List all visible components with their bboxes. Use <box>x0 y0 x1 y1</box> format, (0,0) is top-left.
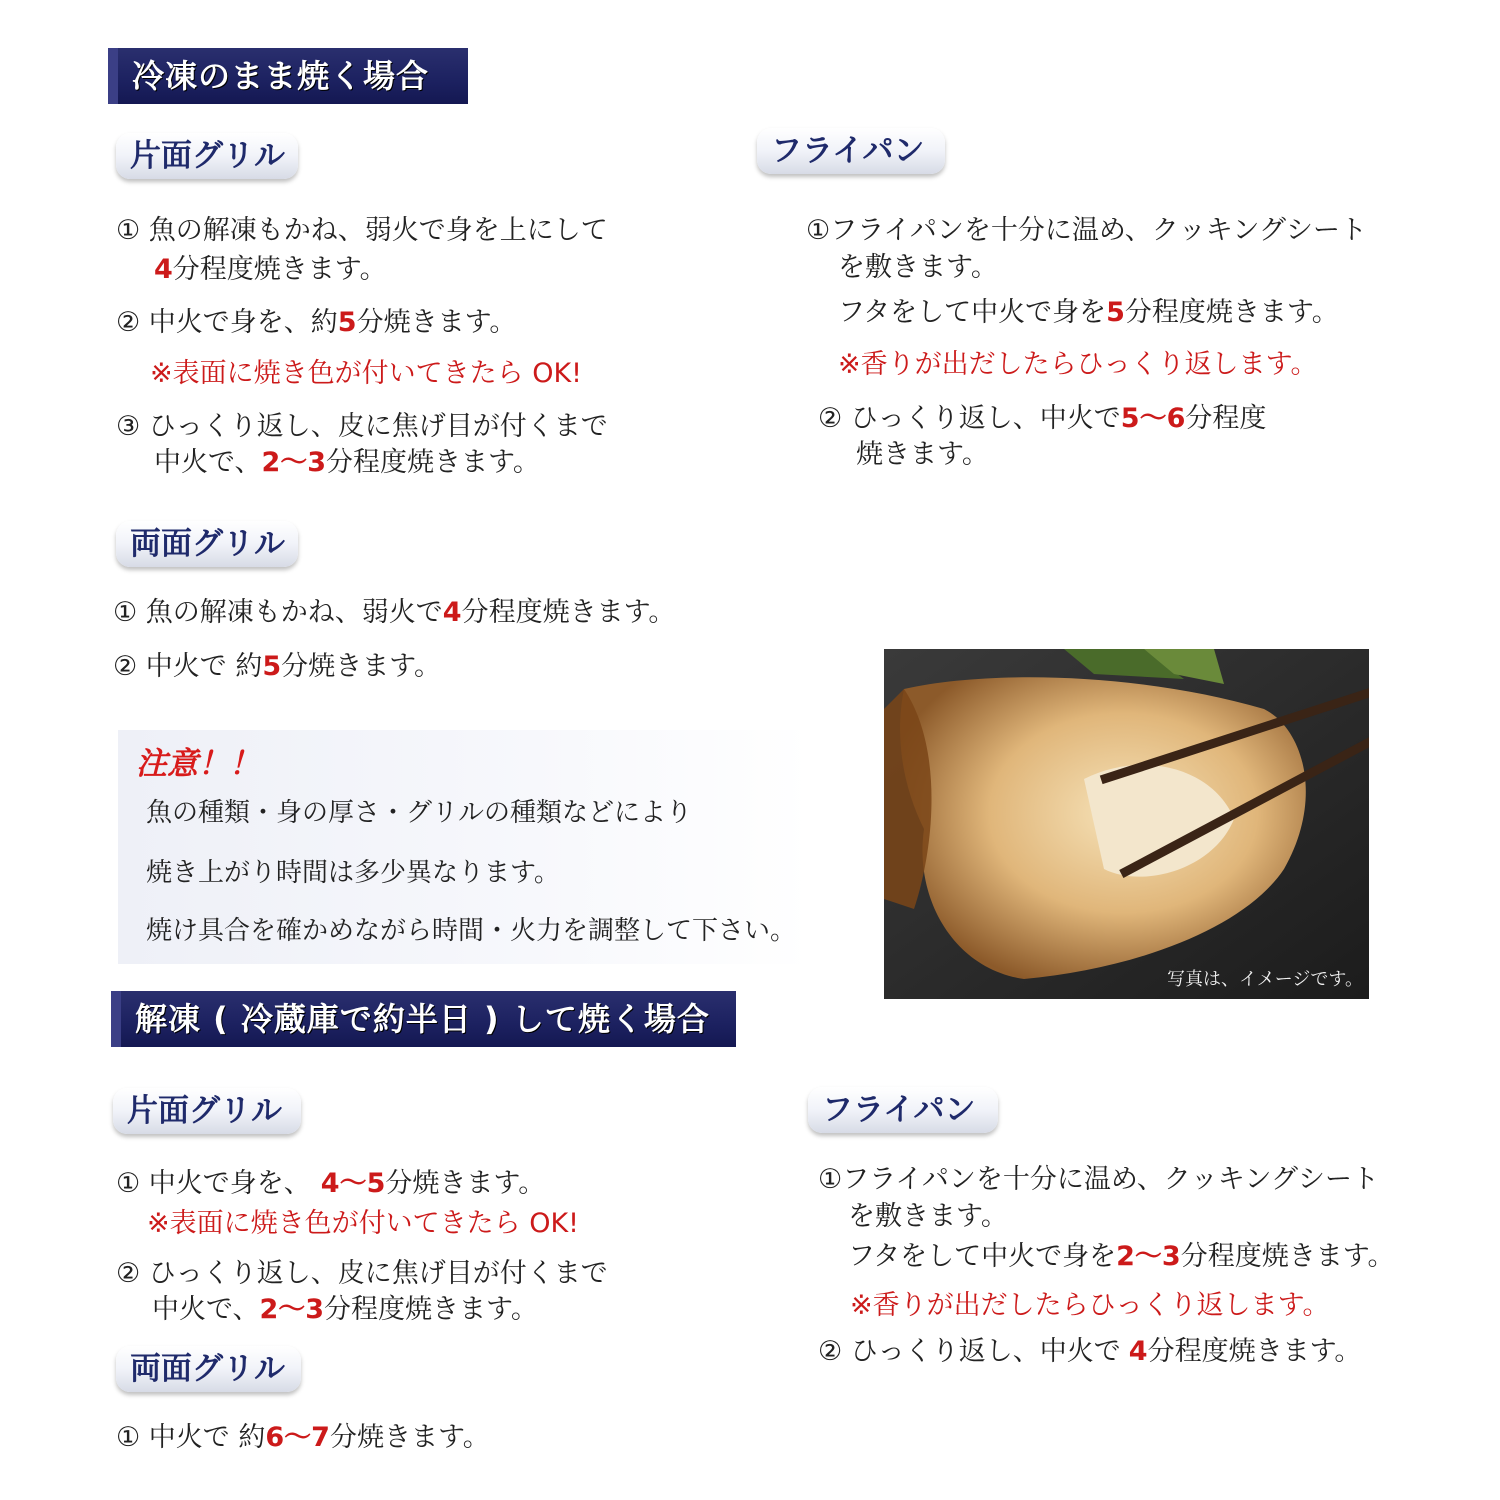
time-value: 2～3 <box>261 447 327 478</box>
time-value: 4～5 <box>320 1168 386 1199</box>
time-value: 6～7 <box>265 1422 330 1453</box>
time-value: 4 <box>442 597 462 628</box>
time-value: 4 <box>1128 1336 1148 1367</box>
grilled-fish-image <box>884 649 1369 999</box>
step-text: ② 中火で 約 <box>113 651 263 682</box>
s2-single-grill-step2b <box>152 1293 538 1327</box>
step-text: 分程度焼きます。 <box>324 1294 538 1325</box>
s2-frypan-step1a: ①フライパンを十分に温め、クッキングシート <box>818 1164 1379 1195</box>
s1-single-grill-note: ※表面に焼き色が付いてきたら OK! <box>150 358 582 389</box>
step-text: 分程度焼きます。 <box>1124 297 1339 328</box>
step-text: 分焼きます。 <box>385 1168 546 1199</box>
s1-frypan-note: ※香りが出だしたらひっくり返します。 <box>838 349 1318 380</box>
step-text: ① 魚の解凍もかね、弱火で <box>113 597 443 628</box>
s1-single-grill-step3b <box>154 446 540 480</box>
s1-double-grill-label: 両面グリル <box>116 521 298 567</box>
s1-double-grill-step2 <box>113 650 441 684</box>
notice-line-1: 魚の種類・身の厚さ・グリルの種類などにより <box>146 798 693 828</box>
step-text: 分程度焼きます。 <box>461 597 676 628</box>
time-value: 5 <box>1106 297 1125 328</box>
grilled-fish-photo <box>884 649 1369 999</box>
notice-line-2: 焼き上がり時間は多少異なります。 <box>146 858 560 888</box>
step-text: 分程度焼きます。 <box>1180 1241 1395 1272</box>
step-text: ② 中火で身を、約 <box>116 307 338 338</box>
step-text: フタをして中火で身を <box>838 297 1107 328</box>
time-value: 5～6 <box>1120 403 1186 434</box>
step-text: 分程度焼きます。 <box>326 447 540 478</box>
s1-single-grill-step1b <box>154 253 387 287</box>
s2-single-grill-note: ※表面に焼き色が付いてきたら OK! <box>147 1208 579 1239</box>
step-text: 分程度 <box>1185 403 1267 434</box>
notice-title: 注意！！ <box>136 746 260 782</box>
s2-double-grill-label: 両面グリル <box>116 1346 301 1392</box>
s1-frypan-step1a: ①フライパンを十分に温め、クッキングシート <box>806 215 1367 246</box>
s2-frypan-label: フライパン <box>808 1087 998 1133</box>
step-text: 分程度焼きます。 <box>172 254 387 285</box>
step-text: 中火で、 <box>152 1294 260 1325</box>
time-value: 2～3 <box>1116 1241 1181 1272</box>
time-value: 5 <box>262 651 282 682</box>
s1-single-grill-step2 <box>116 306 516 340</box>
step-text: 分焼きます。 <box>281 651 442 682</box>
step-text: ② ひっくり返し、中火で <box>818 403 1121 434</box>
step-text: 分焼きます。 <box>356 307 517 338</box>
step-text: 中火で、 <box>154 447 262 478</box>
s1-frypan-label: フライパン <box>757 128 945 174</box>
time-value: 2～3 <box>259 1294 325 1325</box>
time-value: 4 <box>154 254 173 285</box>
time-value: 5 <box>337 307 357 338</box>
step-text: ① 中火で身を、 <box>116 1168 311 1199</box>
s1-single-grill-step1a: ① 魚の解凍もかね、弱火で身を上にして <box>116 215 608 246</box>
step-text: 分焼きます。 <box>329 1422 490 1453</box>
notice-box <box>118 730 811 964</box>
step-text: ② ひっくり返し、中火で <box>818 1336 1121 1367</box>
s1-double-grill-step1 <box>113 596 675 630</box>
s1-frypan-step2a <box>818 402 1266 436</box>
s1-single-grill-label: 片面グリル <box>116 133 298 179</box>
s1-frypan-step2b: 焼きます。 <box>856 439 989 470</box>
s1-frypan-step1b: を敷きます。 <box>838 252 998 283</box>
step-text: フタをして中火で身を <box>848 1241 1117 1272</box>
notice-line-3: 焼け具合を確かめながら時間・火力を調整して下さい。 <box>146 916 797 946</box>
s2-frypan-step1b: を敷きます。 <box>848 1201 1008 1232</box>
photo-caption: 写真は、イメージです。 <box>1166 969 1363 990</box>
s2-frypan-step1c <box>848 1240 1395 1274</box>
s2-single-grill-label: 片面グリル <box>113 1088 301 1134</box>
s2-single-grill-step1 <box>116 1167 545 1201</box>
s1-frypan-step1c <box>838 296 1339 330</box>
section1-banner: 冷凍のまま焼く場合 <box>108 48 468 104</box>
s2-frypan-note: ※香りが出だしたらひっくり返します。 <box>850 1290 1330 1321</box>
s2-single-grill-step2a: ② ひっくり返し、皮に焦げ目が付くまで <box>116 1258 608 1289</box>
step-text: ① 中火で 約 <box>116 1422 266 1453</box>
section2-banner: 解凍 ( 冷蔵庫で約半日 ) して焼く場合 <box>111 991 736 1047</box>
step-text: 分程度焼きます。 <box>1147 1336 1362 1367</box>
s1-single-grill-step3a: ③ ひっくり返し、皮に焦げ目が付くまで <box>116 411 608 442</box>
s2-double-grill-step1 <box>116 1421 490 1455</box>
s2-frypan-step2 <box>818 1335 1361 1369</box>
